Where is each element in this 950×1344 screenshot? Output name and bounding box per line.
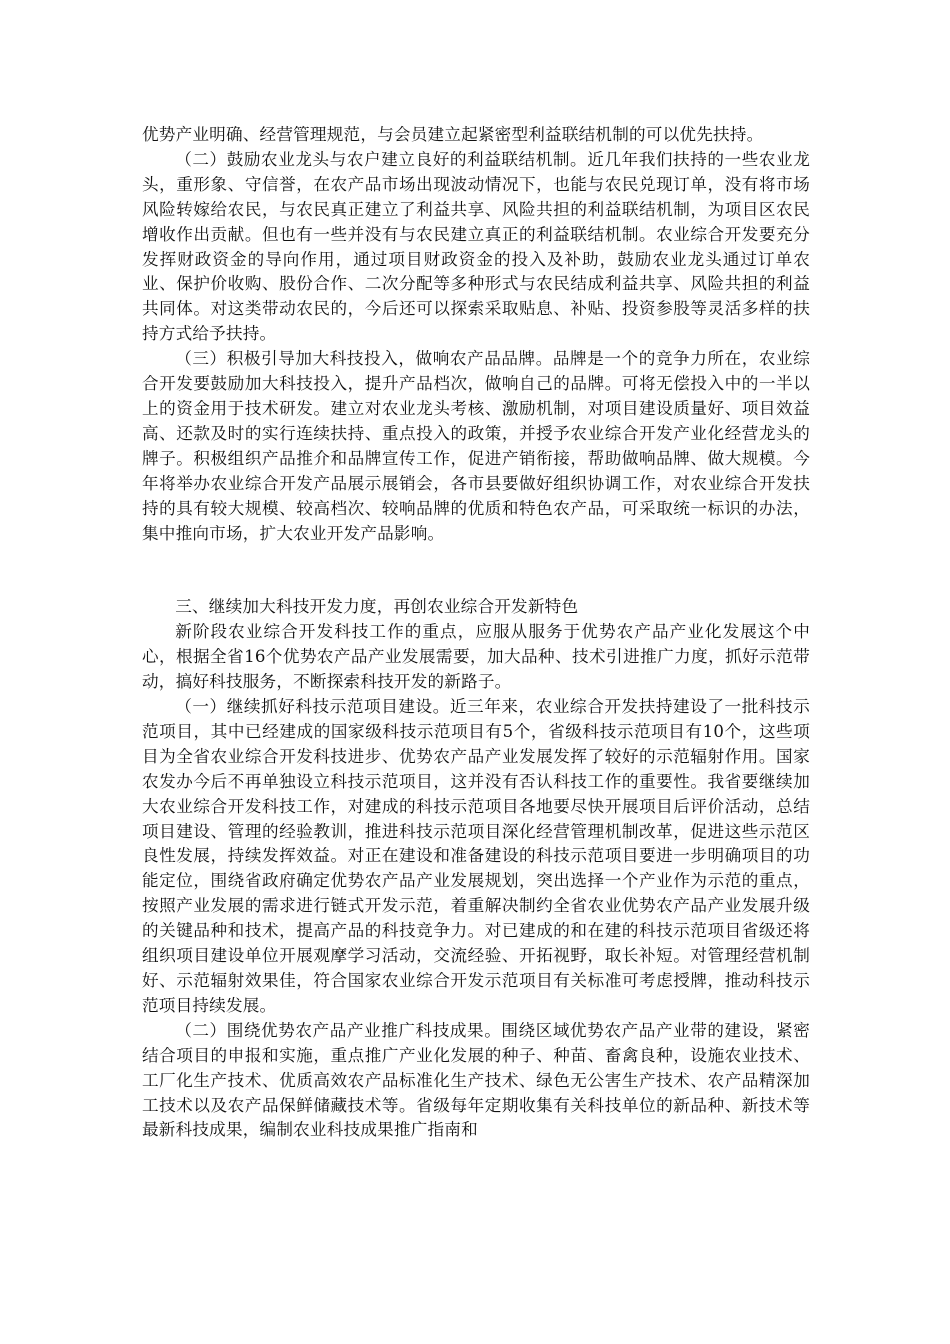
paragraph-section-3-intro: 新阶段农业综合开发科技工作的重点，应服从服务于优势农产品产业化发展这个中心，根据全省16个优势农产品产业发展需要，加大品种、技术引进推广力度，抓好示范带动，搞好科技服务，不断探索科技开发的新路子。 [142, 622, 810, 692]
section-heading-3: 三、继续加大科技开发力度，再创农业综合开发新特色 [175, 597, 579, 617]
paragraph-section-2-2: （二）鼓励农业龙头与农户建立良好的利益联结机制。近几年我们扶持的一些农业龙头，重形象、守信誉，在农产品市场出现波动情况下，也能与农民兑现订单，没有将市场风险转嫁给农民，与农民真正建立了利益共享、风险共担的利益联结机制，为项目区农民增收作出贡献。但也有一些并没有与农民建立真正的利益联结机制。农业综合开发要充分发挥财政资金的导向作用，通过项目财政资金的投入及补助，鼓励农业龙头通过订单农业、保护价收购、股份合作、二次分配等多种形式与农民结成利益共享、风险共担的利益共同体。对这类带动农民的，今后还可以探索采取贴息、补贴、投资参股等灵活多样的扶持方式给予扶持。 [142, 149, 810, 344]
paragraph-continuation: 优势产业明确、经营管理规范，与会员建立起紧密型利益联结机制的可以优先扶持。 [142, 125, 764, 144]
paragraph-section-3-1: （一）继续抓好科技示范项目建设。近三年来，农业综合开发扶持建设了一批科技示范项目，其中已经建成的国家级科技示范项目有5个，省级科技示范项目有10个，这些项目为全省农业综合开发科技进步、优势农产品产业发展发挥了较好的示范辐射作用。国家农发办今后不再单独设立科技示范项目，这并没有否认科技工作的重要性。我省要继续加大农业综合开发科技工作，对建成的科技示范项目各地要尽快开展项目后评价活动，总结项目建设、管理的经验教训，推进科技示范项目深化经营管理机制改革，促进这些示范区良性发展，持续发挥效益。对正在建设和准备建设的科技示范项目要进一步明确项目的功能定位，围绕省政府确定优势农产品产业发展规划，突出选择一个产业作为示范的重点，按照产业发展的需求进行链式开发示范，着重解决制约全省农业优势农产品产业发展升级的关键品种和技术，提高产品的科技竞争力。对已建成的和在建的科技示范项目省级还将组织项目建设单位开展观摩学习活动，交流经验、开拓视野，取长补短。对管理经营机制好、示范辐射效果佳，符合国家农业综合开发示范项目有关标准可考虑授牌，推动科技示范项目持续发展。 [142, 697, 810, 1015]
section-spacer [142, 546, 810, 595]
paragraph-section-2-3: （三）积极引导加大科技投入，做响农产品品牌。品牌是一个的竞争力所在，农业综合开发要鼓励加大科技投入，提升产品档次，做响自己的品牌。可将无偿投入中的一半以上的资金用于技术研发。建立对农业龙头考核、激励机制，对项目建设质量好、项目效益高、还款及时的实行连续扶持、重点投入的政策，并授予农业综合开发产业化经营龙头的牌子。积极组织产品推介和品牌宣传工作，促进产销衔接，帮助做响品牌、做大规模。今年将举办农业综合开发产品展示展销会，各市县要做好组织协调工作，对农业综合开发扶持的具有较大规模、较高档次、较响品牌的优质和特色农产品，可采取统一标识的办法，集中推向市场，扩大农业开发产品影响。 [142, 349, 810, 543]
document-body [142, 123, 810, 1143]
paragraph-section-3-2: （二）围绕优势农产品产业推广科技成果。围绕区域优势农产品产业带的建设，紧密结合项目的申报和实施，重点推广产业化发展的种子、种苗、畜禽良种，设施农业技术、工厂化生产技术、优质高效农产品标准化生产技术、绿色无公害生产技术、农产品精深加工技术以及农产品保鲜储藏技术等。省级每年定期收集有关科技单位的新品种、新技术等最新科技成果，编制农业科技成果推广指南和 [142, 1020, 810, 1140]
